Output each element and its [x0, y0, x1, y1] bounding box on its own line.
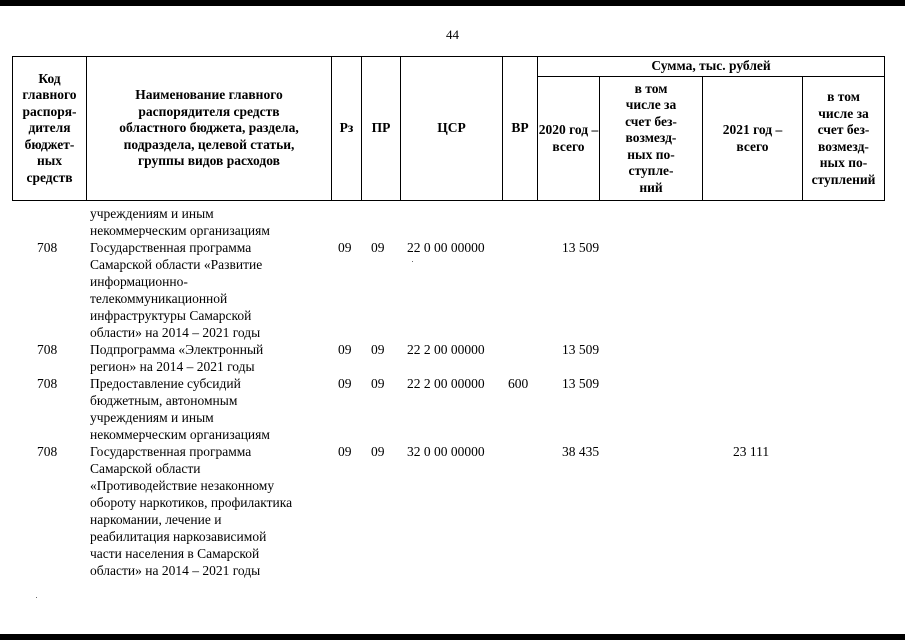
row-csr: 22 0 00 00000: [407, 240, 485, 255]
header-2021-total: 2021 год – всего: [722, 122, 783, 154]
row-csr: 22 2 00 00000: [407, 376, 485, 391]
row-2021-total: 23 111: [733, 444, 770, 459]
row-vr: 600: [508, 376, 529, 391]
header-bottom-border: [12, 200, 885, 201]
header-sum: Сумма, тыс. рублей: [651, 58, 771, 74]
row-2020-total: 13 509: [562, 376, 600, 391]
row-2020-total: 13 509: [562, 240, 600, 255]
row-name: Государственная программа Самарской области «Развитие информационно- телекоммуникационной инфраструктуры Самарской области» на 2014 – 2021 годы: [90, 240, 263, 340]
row-2020-total: 13 509: [562, 342, 600, 357]
row-name: Подпрограмма «Электронный регион» на 2014 – 2021 годы: [90, 342, 264, 374]
scan-speck: [36, 597, 37, 598]
header-code: Код главного распоря- дителя бюджет- ных средств: [22, 70, 77, 185]
row-name: Предоставление субсидий бюджетным, автономным учреждениям и иным некоммерческим организациям: [90, 376, 270, 442]
carry-over-text: учреждениям и иным некоммерческим организациям: [90, 206, 270, 238]
header-name: Наименование главного распорядителя средств областного бюджета, раздела, подраздела, целевой статьи, группы видов расходов: [119, 87, 299, 169]
row-code: 708: [37, 342, 58, 357]
row-csr: 22 2 00 00000: [407, 342, 485, 357]
row-name: Государственная программа Самарской области «Противодействие незаконному обороту наркотиков, профилактика наркомании, лечение и реабилитация наркозависимой части населения в Самарской области» на 2014 – 2021 годы: [90, 444, 293, 578]
row-pr: 09: [371, 376, 385, 391]
header-csr: ЦСР: [437, 120, 466, 136]
row-code: 708: [37, 240, 58, 255]
row-rz: 09: [338, 444, 352, 459]
row-rz: 09: [338, 240, 352, 255]
row-pr: 09: [371, 342, 385, 357]
col-border: [884, 56, 885, 201]
header-2021-free: в том числе за счет без- возмезд- ных по- ступлений: [811, 89, 876, 187]
row-csr: 32 0 00 00000: [407, 444, 485, 459]
row-pr: 09: [371, 240, 385, 255]
row-code: 708: [37, 376, 58, 391]
scan-speck: [412, 261, 413, 262]
header-2020-total: 2020 год – всего: [538, 122, 599, 154]
header-pr: ПР: [371, 120, 391, 136]
row-rz: 09: [338, 342, 352, 357]
header-2020-free: в том числе за счет без- возмезд- ных по- ступле- ний: [625, 80, 677, 195]
row-rz: 09: [338, 376, 352, 391]
header-rz: Рз: [339, 120, 354, 136]
top-border-rule: [0, 0, 905, 6]
table-header: [12, 56, 885, 201]
page-number: 44: [446, 27, 459, 42]
row-code: 708: [37, 444, 58, 459]
row-pr: 09: [371, 444, 385, 459]
header-vr: ВР: [511, 120, 529, 136]
row-2020-total: 38 435: [562, 444, 600, 459]
bottom-border-rule: [0, 634, 905, 640]
